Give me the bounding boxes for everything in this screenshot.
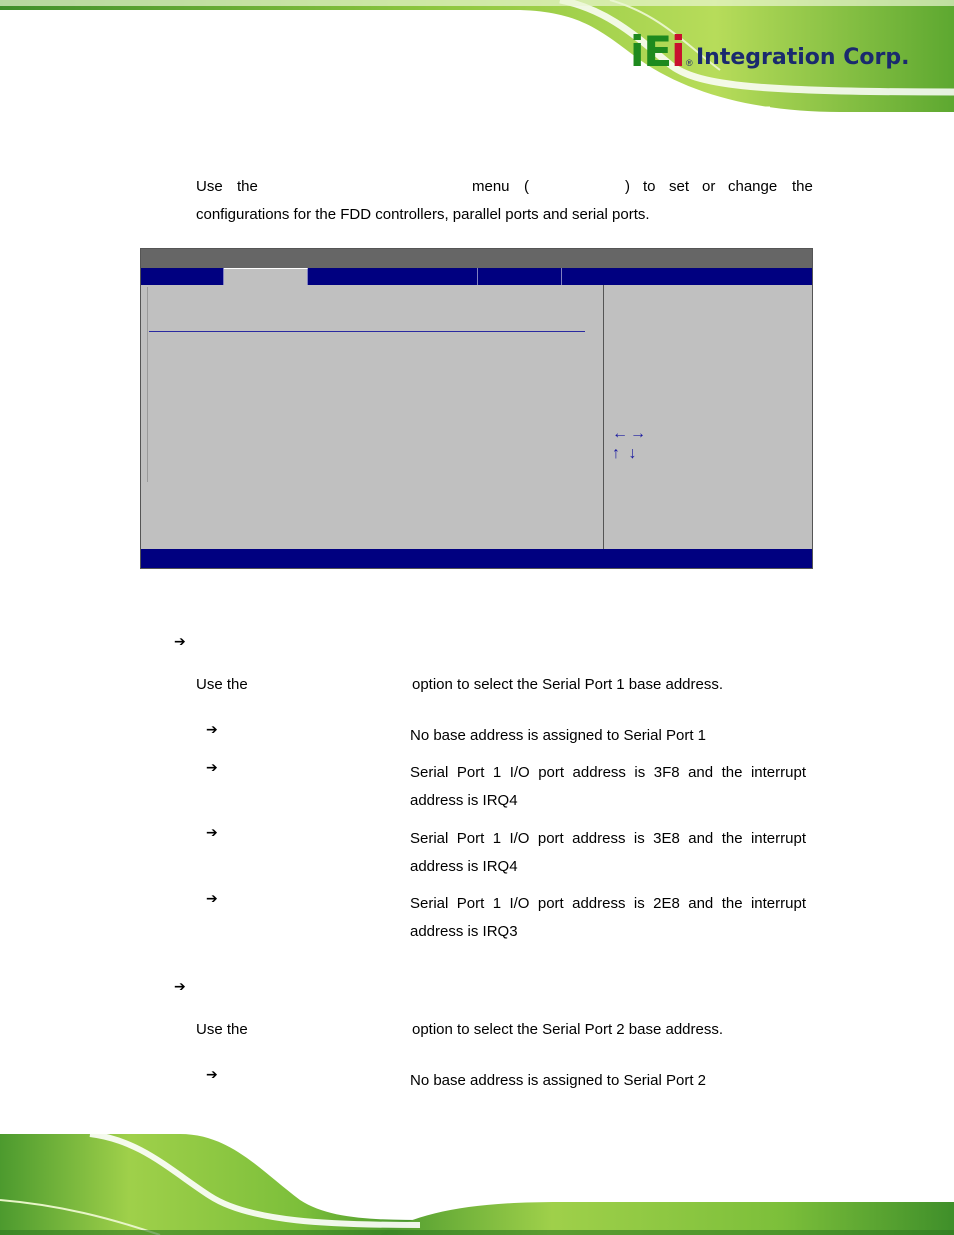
arrow-right-icon: ➔	[206, 1067, 218, 1083]
bios-separator	[149, 331, 585, 332]
arrow-right-icon: ➔	[206, 825, 218, 841]
arrow-right-icon: ➔	[206, 760, 218, 776]
arrow-right-icon: ➔	[206, 891, 218, 907]
intro-word: (	[524, 178, 529, 195]
intro-word: Use	[196, 178, 223, 195]
intro-word: the	[237, 178, 258, 195]
bios-help-panel	[604, 285, 812, 551]
option-line: Serial Port 1 I/O port address is 3E8 and the interrupt	[410, 830, 806, 847]
bios-tab[interactable]	[141, 268, 224, 285]
intro-word: )	[625, 178, 630, 195]
intro-word: change	[728, 178, 778, 195]
option-line: address is IRQ4	[410, 792, 518, 809]
intro-word: or	[702, 178, 716, 195]
bios-menu-bar	[141, 268, 812, 285]
logo-name: Integration Corp.	[696, 45, 910, 70]
bios-tab[interactable]	[478, 268, 562, 285]
serial1-use-the: Use the	[196, 676, 248, 693]
option-line: address is IRQ3	[410, 923, 518, 940]
serial2-use-the: Use the	[196, 1021, 248, 1038]
serial2-option-disabled	[410, 1067, 806, 1095]
arrow-right-icon: ➔	[206, 722, 218, 738]
intro-word: menu	[472, 178, 510, 195]
serial1-option-2e8	[410, 890, 806, 946]
serial1-description: option to select the Serial Port 1 base address.	[412, 676, 724, 693]
registered-mark: ®	[686, 58, 693, 68]
bios-tab-active[interactable]	[224, 268, 308, 285]
option-line: Serial Port 1 I/O port address is 2E8 and the interrupt	[410, 895, 806, 912]
option-line: address is IRQ4	[410, 858, 518, 875]
left-right-arrow-icon: ←→	[612, 425, 648, 442]
footer-banner	[0, 1130, 954, 1235]
bios-footer-bar	[141, 549, 812, 568]
serial1-option-3e8	[410, 825, 806, 881]
intro-line-2: configurations for the FDD controllers, parallel ports and serial ports.	[196, 206, 650, 223]
bios-tab[interactable]	[308, 268, 478, 285]
intro-word: to	[643, 178, 656, 195]
intro-word: the	[792, 178, 813, 195]
option-line: No base address is assigned to Serial Port 1	[410, 727, 706, 744]
intro-word: set	[669, 178, 690, 195]
option-line: No base address is assigned to Serial Port 2	[410, 1072, 706, 1089]
bios-options-panel	[146, 287, 603, 552]
bios-title-bar	[141, 249, 812, 268]
bios-panel-edge	[147, 287, 148, 482]
logo-mark: iEi	[630, 27, 685, 76]
bios-screen	[140, 248, 813, 569]
arrow-right-icon: ➔	[174, 634, 186, 650]
serial2-description: option to select the Serial Port 2 base address.	[412, 1021, 724, 1038]
serial1-option-3f8	[410, 759, 806, 815]
intro-line-1	[196, 173, 814, 201]
arrow-right-icon: ➔	[174, 979, 186, 995]
serial1-option-disabled	[410, 722, 806, 750]
up-down-arrow-icon: ↑ ↓	[612, 445, 639, 462]
option-line: Serial Port 1 I/O port address is 3F8 and the interrupt	[410, 764, 806, 781]
